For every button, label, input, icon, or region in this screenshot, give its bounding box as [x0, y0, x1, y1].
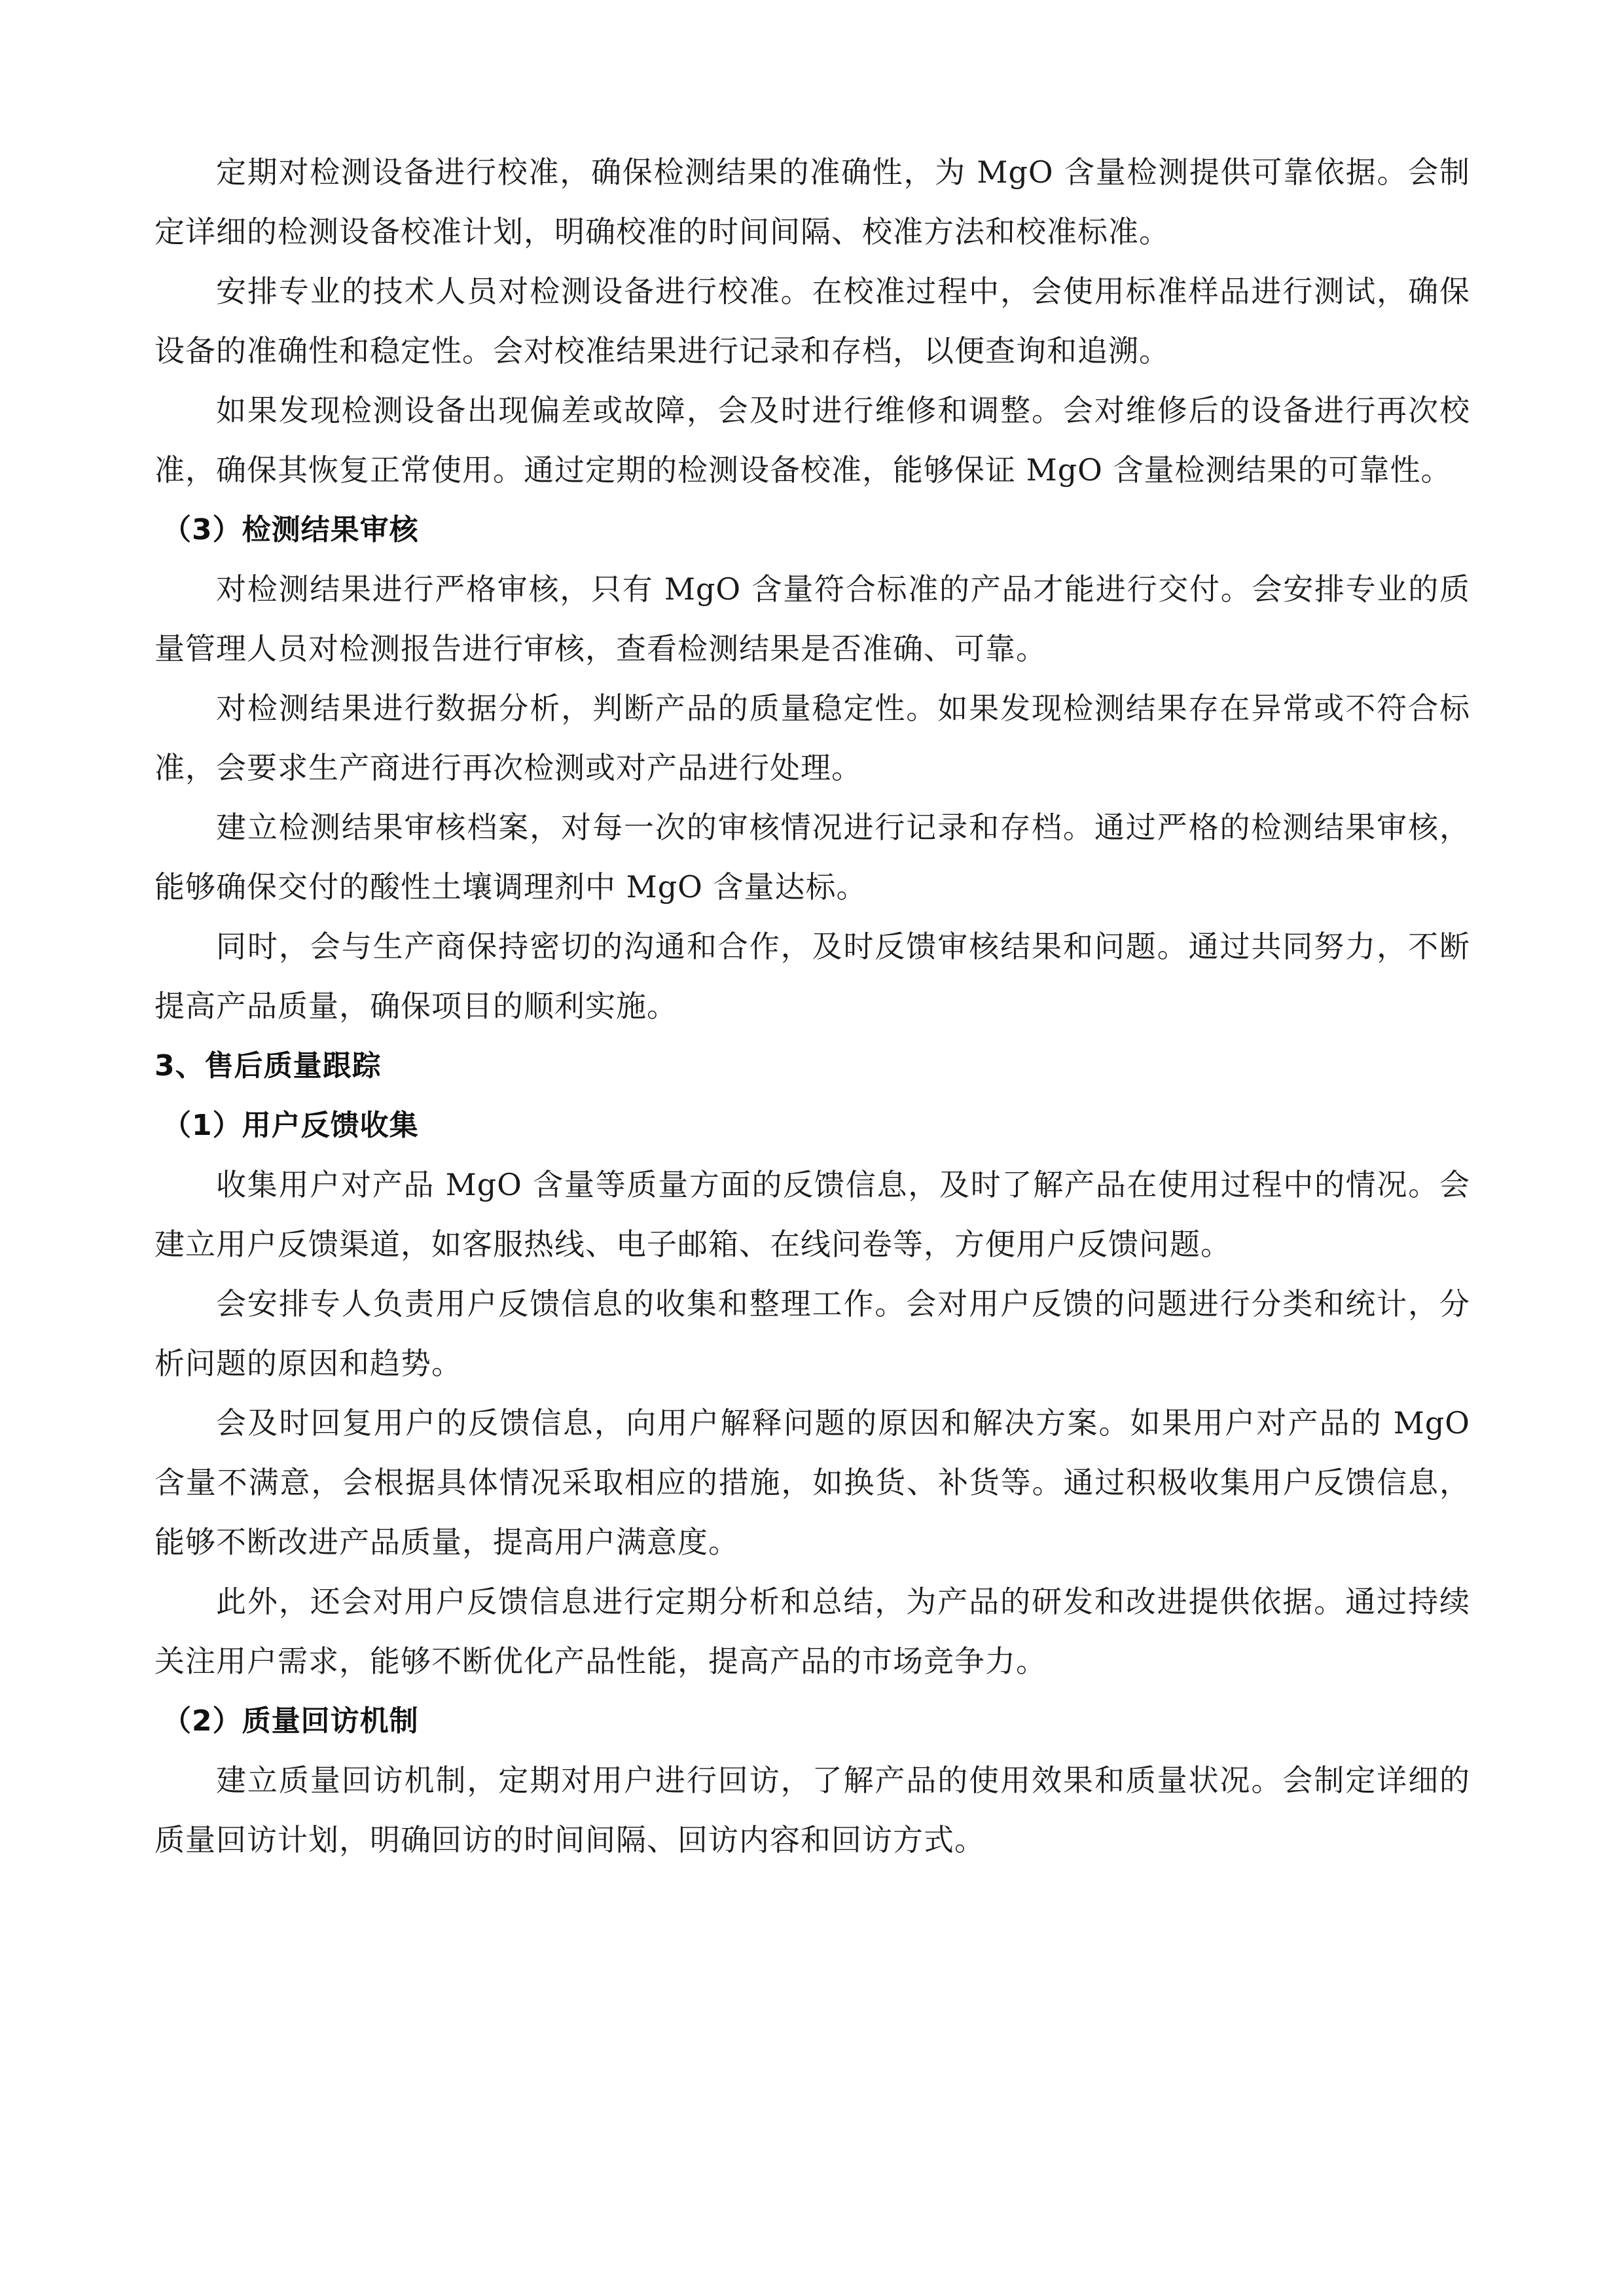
- paragraph: 如果发现检测设备出现偏差或故障，会及时进行维修和调整。会对维修后的设备进行再次校准，确保其恢复正常使用。通过定期的检测设备校准，能够保证 MgO 含量检测结果的可靠性。: [154, 393, 1470, 488]
- subsection-heading: （1）用户反馈收集: [162, 1109, 419, 1142]
- paragraph: 此外，还会对用户反馈信息进行定期分析和总结，为产品的研发和改进提供依据。通过持续关注用户需求，能够不断优化产品性能，提高产品的市场竞争力。: [154, 1584, 1470, 1679]
- paragraph: 建立检测结果审核档案，对每一次的审核情况进行记录和存档。通过严格的检测结果审核，能够确保交付的酸性土壤调理剂中 MgO 含量达标。: [154, 810, 1470, 905]
- paragraph: 同时，会与生产商保持密切的沟通和合作，及时反馈审核结果和问题。通过共同努力，不断提高产品质量，确保项目的顺利实施。: [154, 929, 1470, 1024]
- paragraph: 对检测结果进行数据分析，判断产品的质量稳定性。如果发现检测结果存在异常或不符合标准，会要求生产商进行再次检测或对产品进行处理。: [154, 691, 1470, 785]
- paragraph: 对检测结果进行严格审核，只有 MgO 含量符合标准的产品才能进行交付。会安排专业的质量管理人员对检测报告进行审核，查看检测结果是否准确、可靠。: [154, 571, 1470, 666]
- paragraph: 会安排专人负责用户反馈信息的收集和整理工作。会对用户反馈的问题进行分类和统计，分析问题的原因和趋势。: [154, 1286, 1470, 1381]
- subsection-heading: （2）质量回访机制: [162, 1704, 419, 1738]
- paragraph: 安排专业的技术人员对检测设备进行校准。在校准过程中，会使用标准样品进行测试，确保设备的准确性和稳定性。会对校准结果进行记录和存档，以便查询和追溯。: [154, 274, 1470, 368]
- paragraph: 会及时回复用户的反馈信息，向用户解释问题的原因和解决方案。如果用户对产品的 MgO 含量不满意，会根据具体情况采取相应的措施，如换货、补货等。通过积极收集用户反馈信息，能够不断改进产品质量，提高用户满意度。: [154, 1405, 1470, 1560]
- subsection-heading: （3）检测结果审核: [162, 513, 419, 547]
- paragraph: 建立质量回访机制，定期对用户进行回访，了解产品的使用效果和质量状况。会制定详细的质量回访计划，明确回访的时间间隔、回访内容和回访方式。: [154, 1763, 1470, 1857]
- section-heading: 3、售后质量跟踪: [154, 1049, 382, 1083]
- paragraph: 定期对检测设备进行校准，确保检测结果的准确性，为 MgO 含量检测提供可靠依据。会制定详细的检测设备校准计划，明确校准的时间间隔、校准方法和校准标准。: [154, 154, 1470, 249]
- document-body: [154, 143, 1470, 1870]
- paragraph: 收集用户对产品 MgO 含量等质量方面的反馈信息，及时了解产品在使用过程中的情况。会建立用户反馈渠道，如客服热线、电子邮箱、在线问卷等，方便用户反馈问题。: [154, 1167, 1470, 1262]
